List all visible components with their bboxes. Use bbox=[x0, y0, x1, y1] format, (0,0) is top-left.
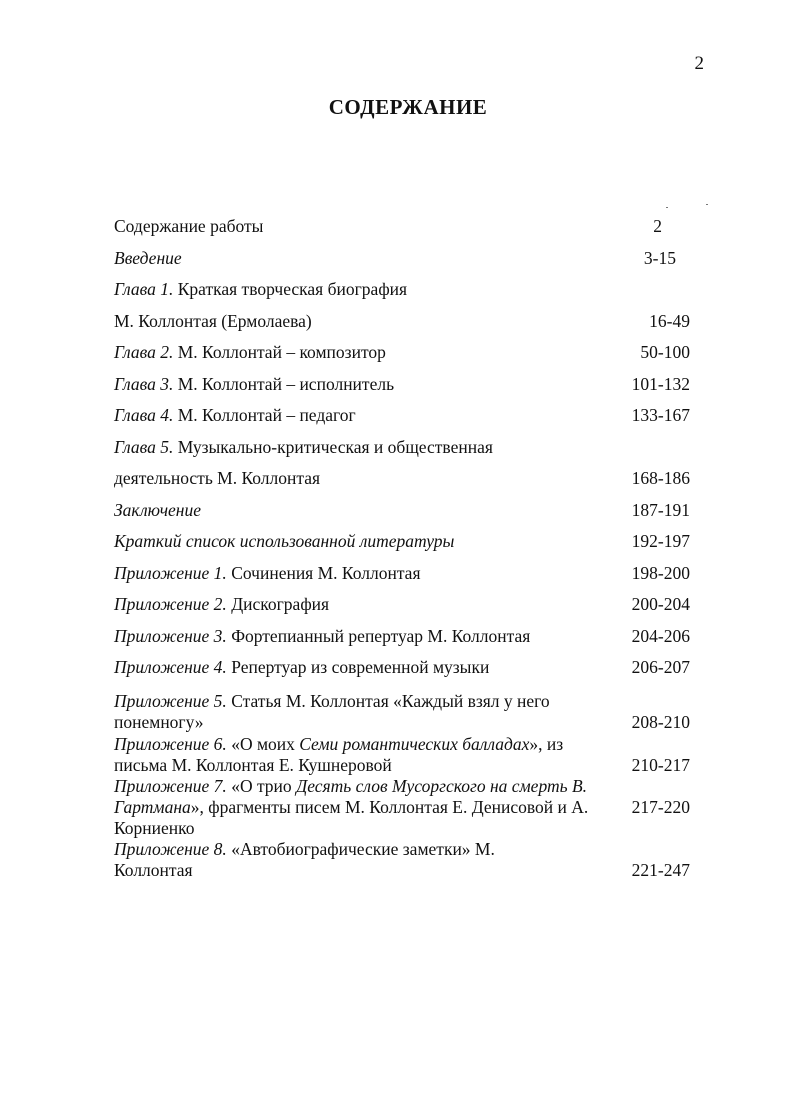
toc-label: Приложение 1. bbox=[114, 562, 227, 583]
toc-label: Глава 1. bbox=[114, 279, 174, 299]
scan-speck bbox=[666, 207, 668, 208]
toc-label: Приложение 3. bbox=[114, 625, 227, 646]
toc-text: Музыкально-критическая и общественная bbox=[173, 436, 493, 457]
toc-label: Глава 3. bbox=[114, 373, 174, 394]
toc-text: Статья М. Коллонтая «Каждый взял у него понемногу» bbox=[114, 690, 550, 732]
toc-label: Приложение 8. bbox=[114, 838, 227, 859]
toc-row-appendix-7 bbox=[114, 776, 690, 839]
toc-row bbox=[114, 338, 690, 370]
toc-text: Репертуар из современной музыки bbox=[226, 657, 490, 677]
toc-row-appendix-6 bbox=[114, 734, 690, 776]
toc-text: Краткая творческая биография bbox=[173, 279, 408, 299]
table-of-contents bbox=[114, 212, 690, 881]
toc-pages: 3-15 bbox=[643, 247, 676, 268]
toc-text: «Автобиографические заметки» М. Коллонтая bbox=[114, 838, 495, 880]
toc-row bbox=[114, 307, 690, 339]
toc-label: Приложение 5. bbox=[114, 690, 227, 711]
toc-pages: 221-247 bbox=[631, 859, 690, 880]
toc-row bbox=[114, 275, 690, 307]
toc-label: Краткий список использованной литературы bbox=[114, 531, 455, 551]
toc-pages: 198-200 bbox=[631, 562, 690, 583]
toc-text: «О моих bbox=[226, 733, 300, 754]
toc-row bbox=[114, 496, 690, 528]
toc-pages: 133-167 bbox=[631, 405, 690, 425]
toc-row bbox=[114, 212, 690, 244]
toc-text: М. Коллонтай – композитор bbox=[173, 342, 386, 362]
toc-row bbox=[114, 622, 690, 654]
toc-text: », из письма М. Коллонтая Е. Кушнеровой bbox=[114, 733, 564, 775]
toc-row-appendix-8 bbox=[114, 839, 690, 881]
toc-row-appendix-5 bbox=[114, 691, 690, 733]
toc-label: Приложение 4. bbox=[114, 657, 227, 677]
toc-label: Приложение 6. bbox=[114, 733, 227, 754]
scan-speck bbox=[706, 204, 708, 205]
toc-text: М. Коллонтай – педагог bbox=[173, 405, 356, 425]
toc-label: Глава 4. bbox=[114, 405, 174, 425]
toc-label: Приложение 7. bbox=[114, 775, 227, 796]
toc-row bbox=[114, 527, 690, 559]
toc-pages: 168-186 bbox=[631, 468, 690, 488]
toc-row bbox=[114, 464, 690, 496]
toc-pages: 210-217 bbox=[631, 754, 690, 775]
toc-pages: 206-207 bbox=[631, 657, 690, 677]
toc-text: деятельность М. Коллонтая bbox=[114, 468, 321, 488]
toc-text: М. Коллонтай – исполнитель bbox=[173, 373, 395, 394]
toc-text: «О трио bbox=[226, 775, 297, 796]
toc-pages: 187-191 bbox=[631, 499, 690, 520]
page-title: СОДЕРЖАНИЕ bbox=[328, 95, 488, 119]
toc-row bbox=[114, 370, 690, 402]
toc-pages: 101-132 bbox=[631, 373, 690, 394]
toc-text: Дискография bbox=[226, 594, 330, 614]
toc-pages: 50-100 bbox=[640, 342, 690, 362]
toc-row bbox=[114, 433, 690, 465]
toc-pages: 217-220 bbox=[631, 796, 690, 817]
toc-text-italic: Десять слов Мусоргского на смерть В. Гартмана bbox=[114, 775, 588, 817]
toc-pages: 2 bbox=[653, 216, 662, 236]
toc-row bbox=[114, 244, 690, 276]
page-number: 2 bbox=[694, 53, 704, 74]
toc-text: », фрагменты писем М. Коллонтая Е. Денисовой и А. Корниенко bbox=[114, 796, 589, 838]
toc-label: Глава 2. bbox=[114, 342, 174, 362]
toc-pages: 200-204 bbox=[631, 594, 690, 614]
toc-pages: 204-206 bbox=[631, 625, 690, 646]
toc-label: Введение bbox=[114, 247, 182, 268]
toc-text: Содержание работы bbox=[114, 216, 264, 236]
toc-row bbox=[114, 401, 690, 433]
toc-label: Приложение 2. bbox=[114, 594, 227, 614]
toc-label: Глава 5. bbox=[114, 436, 174, 457]
toc-text-italic: Семи романтических балладах bbox=[299, 733, 530, 754]
toc-label: Заключение bbox=[114, 499, 202, 520]
toc-row bbox=[114, 590, 690, 622]
toc-row bbox=[114, 559, 690, 591]
toc-pages: 16-49 bbox=[649, 310, 690, 331]
toc-pages: 192-197 bbox=[631, 531, 690, 551]
toc-text: Сочинения М. Коллонтая bbox=[226, 562, 421, 583]
toc-pages: 208-210 bbox=[631, 711, 690, 732]
toc-text: М. Коллонтая (Ермолаева) bbox=[114, 310, 312, 331]
toc-text: Фортепианный репертуар М. Коллонтая bbox=[226, 625, 531, 646]
toc-row bbox=[114, 653, 690, 685]
